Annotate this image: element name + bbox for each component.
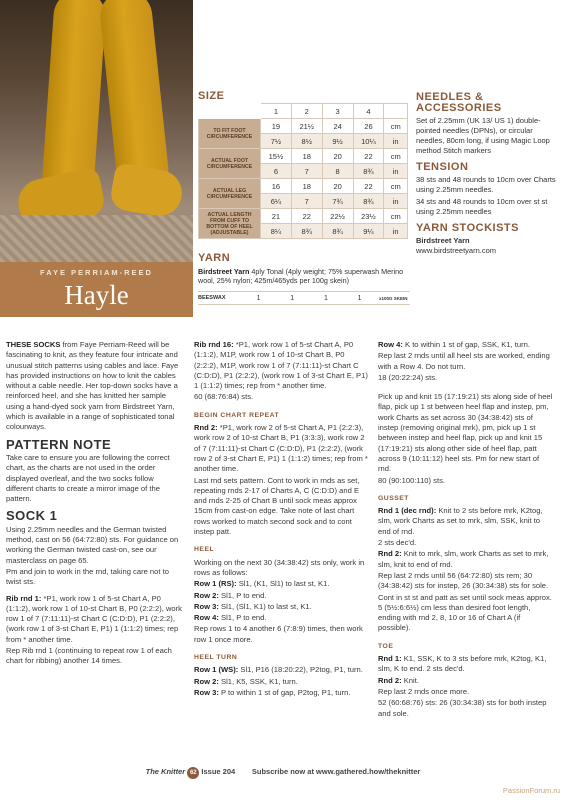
table-cell: in xyxy=(384,224,408,239)
table-cell: 19 xyxy=(261,119,292,134)
row-label: ACTUAL LENGTH FROM CUFF TO BOTTOM OF HEEL (ADJUSTABLE) xyxy=(199,209,261,239)
rib1-text: *P1, work row 1 of 5-st Chart A, P0 (1:1:2), work row 1 of 10-st Chart B, P0 (2:2:2), work row 1 of 7 (7:11:11)-st Chart C (C:D:D), P1 (2:2:2), (work row 1 of 3-st Chart E, P1) 1 (1:1:2) times; rep from * another time. xyxy=(6,593,182,644)
gusset-rnd1-label: Rnd 1 (dec rnd): xyxy=(378,506,437,516)
heel-row3-label: Row 3: xyxy=(194,601,219,611)
gusset-heading: GUSSET xyxy=(378,494,409,502)
toe-count: 52 (60:68:76) sts: 26 (30:34:38) sts for both instep and sole. xyxy=(378,698,547,718)
table-cell: 21 xyxy=(261,209,292,224)
rib16-label: Rib rnd 16: xyxy=(194,340,234,349)
issue-number: Issue 204 xyxy=(201,767,236,776)
gusset-repeat: Rep last 2 rnds until 56 (64:72:80) sts rem; 30 (34:38:42) sts for instep, 26 (30:34:38) sts for sole. xyxy=(378,570,549,591)
tension-heading: TENSION xyxy=(416,161,469,173)
table-cell: cm xyxy=(384,209,408,224)
yarn-colour: BEESWAX xyxy=(198,295,226,301)
table-cell: 18 xyxy=(291,179,322,194)
size-cell: 3 xyxy=(322,104,353,119)
table-cell: 9¼ xyxy=(353,224,384,239)
heel-row3: Sl1, (Sl1, K1) to last st, K1. xyxy=(218,601,312,611)
heel-row4: Sl1, P to end. xyxy=(218,613,267,623)
yarn-name: Birdstreet Yarn xyxy=(198,267,250,276)
chart-repeat-heading: BEGIN CHART REPEAT xyxy=(194,411,280,419)
toe-heading: TOE xyxy=(378,642,394,650)
size-table xyxy=(198,103,408,239)
heel-turn-heading: HEEL TURN xyxy=(194,654,238,662)
table-cell: 8¾ xyxy=(322,224,353,239)
column-3 xyxy=(378,340,554,720)
turn-row2-label: Row 2: xyxy=(194,676,219,686)
table-cell: 15½ xyxy=(261,149,292,164)
materials-column xyxy=(416,92,561,262)
page-number: 62 xyxy=(187,767,199,779)
column-2 xyxy=(194,340,370,699)
gusset-rnd2: Knit to mrk, slm, work Charts as set to mrk, slm, knit to end of rnd. xyxy=(378,549,549,569)
size-cell: 1 xyxy=(261,104,292,119)
table-cell: 21½ xyxy=(291,119,322,134)
turn-row1-label: Row 1 (WS): xyxy=(194,665,239,675)
table-cell: in xyxy=(384,134,408,149)
table-cell: 6 xyxy=(261,164,292,179)
table-cell: 8¾ xyxy=(353,194,384,209)
intro-text: from Faye Perriam-Reed will be fascinating to knit, as they feature four intricate and unusual stitch patterns using cables and lace. Faye has provided instructions on how to knit the cables without a cable needle. Her top-down socks have a reinforced heel, and she has knitted her sample using a hand-dyed sock yarn from Birdstreet Yarn, which is available in a range of sophisticated tonal colourways. xyxy=(6,340,179,432)
skein-count: 1 xyxy=(357,294,362,302)
gusset-rnd1: Knit to 2 sts before mrk, K2tog, slm, work Charts as set to mrk, slm, SSK, knit to end of rnd. xyxy=(378,506,543,536)
turn-row3: P to within 1 st of gap, P2tog, P1, turn. xyxy=(218,687,351,697)
heel-row2: Sl1, P to end. xyxy=(218,590,267,600)
column-1 xyxy=(6,340,182,668)
table-cell: 8¾ xyxy=(291,224,322,239)
pattern-title: Hayle xyxy=(64,280,129,310)
size-heading: SIZE xyxy=(198,90,225,102)
yarn-quantity-row xyxy=(198,291,410,305)
table-cell: 7 xyxy=(291,194,322,209)
yarn-heading: YARN xyxy=(198,252,231,264)
table-cell: 24 xyxy=(322,119,353,134)
table-cell: 8½ xyxy=(291,134,322,149)
turn-row1: Sl1, P16 (18:20:22), P2tog, P1, turn. xyxy=(238,665,363,675)
sock-photo xyxy=(0,0,193,262)
heel-row2-label: Row 2: xyxy=(194,590,219,600)
table-cell: 22½ xyxy=(322,209,353,224)
rib16-count: 60 (68:76:84) sts. xyxy=(194,392,254,402)
gusset-dec: 2 sts dec'd. xyxy=(378,538,417,548)
intro-lead: THESE SOCKS xyxy=(6,340,61,349)
heel-row4-label: Row 4: xyxy=(194,613,219,623)
rnd2-text: *P1, work row 2 of 5-st Chart A, P1 (2:2:3), work row 2 of 10-st Chart B, P1 (3:3:3), work row 2 of 7 (7:11:11)-st Chart C (C:D:D), P1 (2:2:2), (work row 2 of 3-st Chart E, P1) 1 (1:1:2) times; rep from * another time. xyxy=(194,423,368,474)
pattern-note-text: Take care to ensure you are following the correct chart, as the charts are not used in the order displayed overleaf, and the two socks follow different charts to create a mirror image of the pattern. xyxy=(6,452,170,504)
table-cell: 7½ xyxy=(261,134,292,149)
pattern-note-heading: PATTERN NOTE xyxy=(6,436,112,452)
heel-heading: HEEL xyxy=(194,546,215,554)
rib1-label: Rib rnd 1: xyxy=(6,593,42,603)
table-cell: 8 xyxy=(322,164,353,179)
gusset-continue: Cont in st st and patt as set until sock meas approx. 5 (5½:6:6½) cm less than desired foot length, ending with rnd 2, 8, 10 or 16 of Chart A (if possible). xyxy=(378,592,552,633)
row-label: ACTUAL LEG CIRCUMFERENCE xyxy=(199,179,261,209)
skein-count: 1 xyxy=(290,294,295,302)
rnd2-label: Rnd 2: xyxy=(194,423,218,433)
magazine-name: The Knitter xyxy=(145,767,186,776)
turn-row3-label: Row 3: xyxy=(194,687,219,697)
turn-repeat: Rep last 2 rnds until all heel sts are worked, ending with a Row 4. Do not turn. xyxy=(378,351,550,371)
pick-up-count: 80 (90:100:110) sts. xyxy=(378,475,445,485)
table-cell: cm xyxy=(384,119,408,134)
rug xyxy=(0,215,193,262)
table-cell: 26 xyxy=(353,119,384,134)
gusset-rnd2-label: Rnd 2: xyxy=(378,549,402,559)
rib16-text: *P1, work row 1 of 5-st Chart A, P0 (1:1:2), M1P, work row 1 of 10-st Chart B, P0 (2:2:2), M1P, work row 1 of 7 (7:11:11)-st Chart C (C:D:D), P1 (2:2:2), (work row 1 of 3-st Chart E, P1) 1 (1:1:2) times; rep from * another time. xyxy=(194,340,368,391)
size-cell: 4 xyxy=(353,104,384,119)
table-cell: 22 xyxy=(353,149,384,164)
skein-unit: x100G SKEIN xyxy=(378,295,408,301)
sock-right xyxy=(98,0,171,192)
table-cell: 22 xyxy=(291,209,322,224)
stockist-name: Birdstreet Yarn xyxy=(416,236,470,245)
tension-text-2: 34 sts and 48 rounds to 10cm over st st using 2.25mm needles xyxy=(416,197,548,216)
yarn-details: 4ply Tonal (4ply weight; 75% superwash Merino wool, 25% nylon; 425m/465yds per 100g skein) xyxy=(198,267,404,285)
foot-right xyxy=(109,162,186,219)
turn-count: 18 (20:22:24) sts. xyxy=(378,372,438,382)
heel-text: Working on the next 30 (34:38:42) sts only, work in rows as follows: xyxy=(194,557,365,577)
last-rnd-text: Last rnd sets pattern. Cont to work in rnds as set, repeating rnds 2-17 of Charts A, C (C:D:D) and E and rnds 2-25 of Chart B until sock meas approx 15cm from cast-on edge. Take note of last chart rows worked to match second sock and to cont instep patt. xyxy=(194,475,360,537)
subscribe-link[interactable]: Subscribe now at www.gathered.how/theknitter xyxy=(251,767,421,776)
needles-heading: NEEDLES & ACCESSORIES xyxy=(416,91,502,114)
toe-repeat: Rep last 2 rnds once more. xyxy=(378,686,470,696)
skein-count: 1 xyxy=(323,294,328,302)
skein-count: 1 xyxy=(256,294,261,302)
row-label: TO FIT FOOT CIRCUMFERENCE xyxy=(199,119,261,149)
table-cell: 16 xyxy=(261,179,292,194)
designer-name: FAYE PERRIAM-REED xyxy=(40,268,153,277)
table-cell: 20 xyxy=(322,149,353,164)
turn-row2: Sl1, K5, SSK, K1, turn. xyxy=(218,676,298,686)
row-label: ACTUAL FOOT CIRCUMFERENCE xyxy=(199,149,261,179)
pick-up-text: Pick up and knit 15 (17:19:21) sts along side of heel flap, pick up 1 st between heel flap and instep, pm, work Charts as set across 30 (34:38:42) sts of instep (removing original mrk), pm, pick up 1 st between instep and heel flap, pick up and knit 15 (17:19:21) sts along other side of heel flap, patt across 9 (10:11:12) heel sts. Pm for new start of rnd. xyxy=(378,392,553,474)
sock1-join: Pm and join to work in the rnd, taking care not to twist sts. xyxy=(6,566,169,587)
rib1-repeat: Rep Rib rnd 1 (continuing to repeat row 1 of each chart for ribbing) another 14 times. xyxy=(6,646,172,666)
toe-rnd1-label: Rnd 1: xyxy=(378,654,402,664)
needles-text: Set of 2.25mm (UK 13/ US 1) double-pointed needles (DPNs), or circular needles, 80cm long, if using Magic Loop method Stitch markers xyxy=(416,116,550,155)
table-cell: 18 xyxy=(291,149,322,164)
table-cell: 8¾ xyxy=(353,164,384,179)
yarn-desc xyxy=(198,267,410,285)
size-cell xyxy=(384,104,408,119)
table-cell: 7¾ xyxy=(322,194,353,209)
watermark: PassionForum.ru xyxy=(502,786,560,795)
heel-row1: Sl1, (K1, Sl1) to last st, K1. xyxy=(236,579,330,589)
table-cell: 23½ xyxy=(353,209,384,224)
sock1-cast-on: Using 2.25mm needles and the German twisted method, cast on 56 (64:72:80) sts. For guidance on working the German twisted cast-on, see our masterclass on page 65. xyxy=(6,524,179,565)
turn-row4: K to within 1 st of gap, SSK, K1, turn. xyxy=(402,340,530,349)
tension-text-1: 38 sts and 48 rounds to 10cm over Charts using 2.25mm needles. xyxy=(416,175,556,194)
size-cell: 2 xyxy=(291,104,322,119)
heel-repeat: Rep rows 1 to 4 another 6 (7:8:9) times, then work row 1 once more. xyxy=(194,624,363,644)
table-cell: 8¼ xyxy=(261,224,292,239)
table-cell: cm xyxy=(384,179,408,194)
table-cell: 20 xyxy=(322,179,353,194)
toe-rnd2-label: Rnd 2: xyxy=(378,675,402,685)
turn-row4-label: Row 4: xyxy=(378,340,403,349)
table-cell: in xyxy=(384,194,408,209)
stockist-url[interactable]: www.birdstreetyarn.com xyxy=(416,246,497,255)
stockists-heading: YARN STOCKISTS xyxy=(416,222,519,234)
table-cell: 22 xyxy=(353,179,384,194)
table-cell: 10¼ xyxy=(353,134,384,149)
sock1-heading: SOCK 1 xyxy=(6,508,58,524)
table-cell: in xyxy=(384,164,408,179)
table-cell: 9½ xyxy=(322,134,353,149)
heel-row1-label: Row 1 (RS): xyxy=(194,579,237,589)
page-footer xyxy=(0,767,566,779)
table-cell: 6¼ xyxy=(261,194,292,209)
toe-rnd2: Knit. xyxy=(401,675,419,685)
toe-rnd1: K1, SSK, K to 3 sts before mrk, K2tog, K1, slm, K to end. 2 sts dec'd. xyxy=(378,654,547,674)
table-cell: 7 xyxy=(291,164,322,179)
table-cell: cm xyxy=(384,149,408,164)
